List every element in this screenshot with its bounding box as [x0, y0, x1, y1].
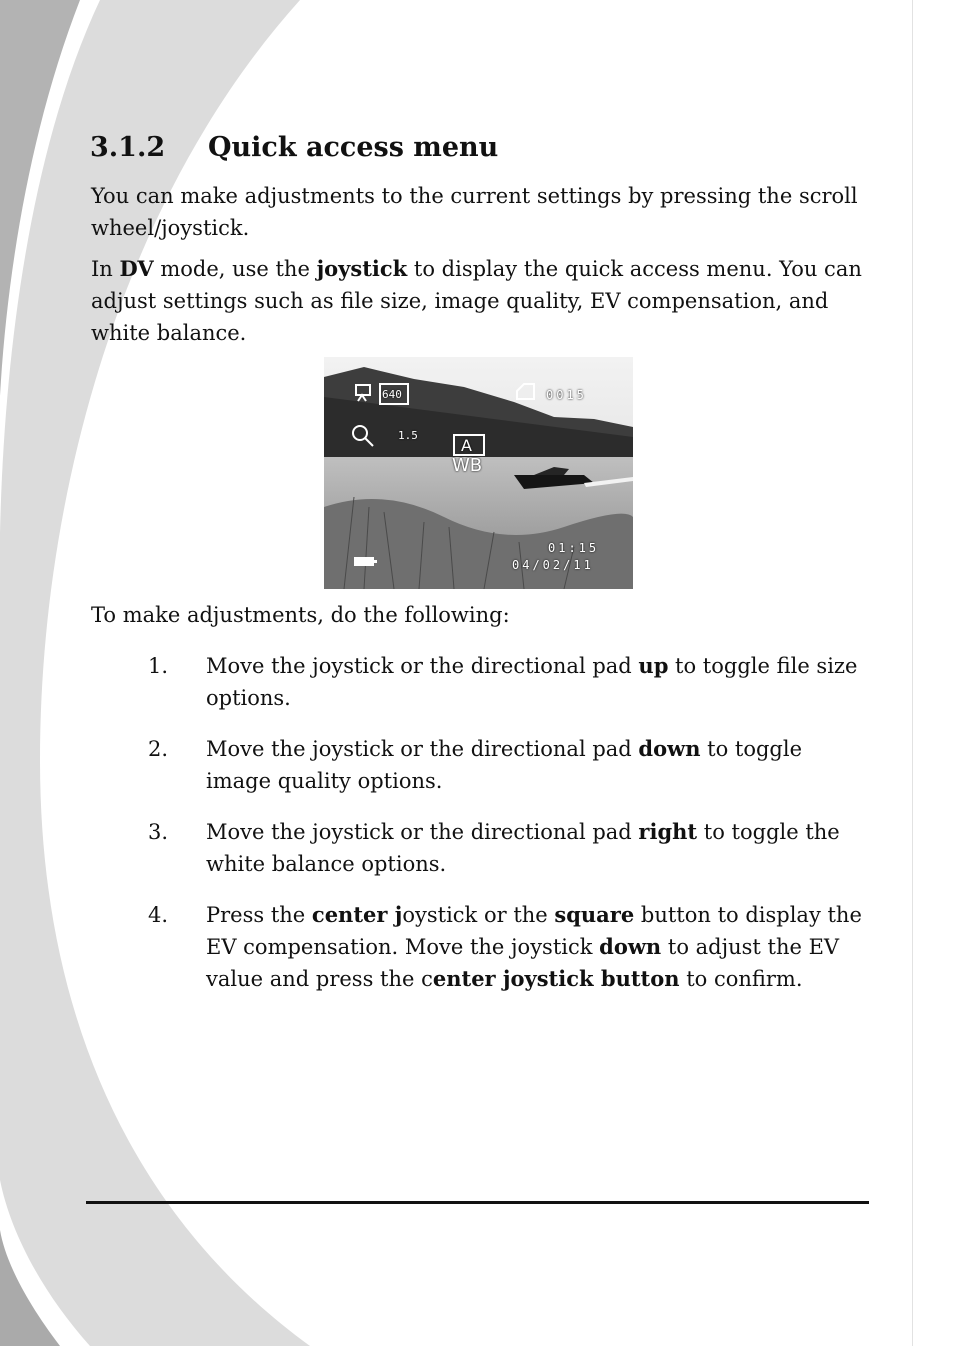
date-display: 04/02/11: [512, 558, 594, 572]
list-item: [148, 650, 868, 714]
item-number: 4.: [148, 903, 169, 927]
camera-screen-image: [324, 357, 633, 589]
bold-up: up: [638, 653, 669, 678]
bold-right: right: [638, 819, 698, 844]
item-number: 2.: [148, 737, 169, 761]
text-run: to adjust the EV value and press the c: [206, 935, 840, 991]
zoom-level: 1.5: [398, 429, 418, 442]
bold-square: square: [554, 902, 635, 927]
text-run: mode, use the: [153, 257, 317, 281]
shot-counter: 0015: [546, 388, 587, 402]
time-display: 01:15: [548, 541, 600, 555]
section-title: Quick access menu: [208, 132, 499, 163]
item-number: 3.: [148, 820, 169, 844]
list-item: [148, 899, 868, 995]
text-run: Move the joystick or the directional pad: [206, 654, 639, 678]
text-run: to confirm.: [679, 967, 803, 991]
bold-joystick: joystick: [316, 256, 408, 281]
resolution-label: 640: [382, 388, 402, 401]
text-run: Move the joystick or the directional pad: [206, 820, 639, 844]
bold-center-joystick-button: enter joystick button: [432, 966, 680, 991]
dv-paragraph: [91, 253, 881, 349]
text-run: oystick or the: [402, 903, 555, 927]
list-item: [148, 733, 868, 797]
section-number: 3.1.2: [90, 132, 166, 163]
bold-down: down: [599, 934, 662, 959]
text-run: Move the joystick or the directional pad: [206, 737, 639, 761]
list-item: [148, 816, 868, 880]
text-run: to toggle image quality options.: [206, 737, 803, 793]
text-run: button to display the EV compensation. Move the joystick: [206, 903, 862, 959]
battery-icon: [354, 557, 377, 566]
bold-down: down: [638, 736, 701, 761]
text-run: In: [91, 257, 120, 281]
item-number: 1.: [148, 654, 169, 678]
bold-center: center j: [311, 902, 403, 927]
bold-dv: DV: [119, 256, 154, 281]
intro-paragraph: You can make adjustments to the current settings by pressing the scroll wheel/joystick.: [91, 184, 858, 240]
text-run: to toggle the white balance options.: [206, 820, 840, 876]
steps-intro: To make adjustments, do the following:: [91, 603, 510, 627]
text-run: to display the quick access menu. You can adjust settings such as file size, image quality, EV compensation, and white balance.: [91, 257, 862, 345]
margin-line: [912, 0, 913, 1346]
wb-label: WB: [452, 455, 483, 476]
wb-mode: A: [461, 436, 472, 455]
text-run: Press the: [206, 903, 312, 927]
footer-rule: [86, 1201, 869, 1204]
section-heading: [90, 128, 498, 168]
text-run: to toggle file size options.: [206, 654, 858, 710]
